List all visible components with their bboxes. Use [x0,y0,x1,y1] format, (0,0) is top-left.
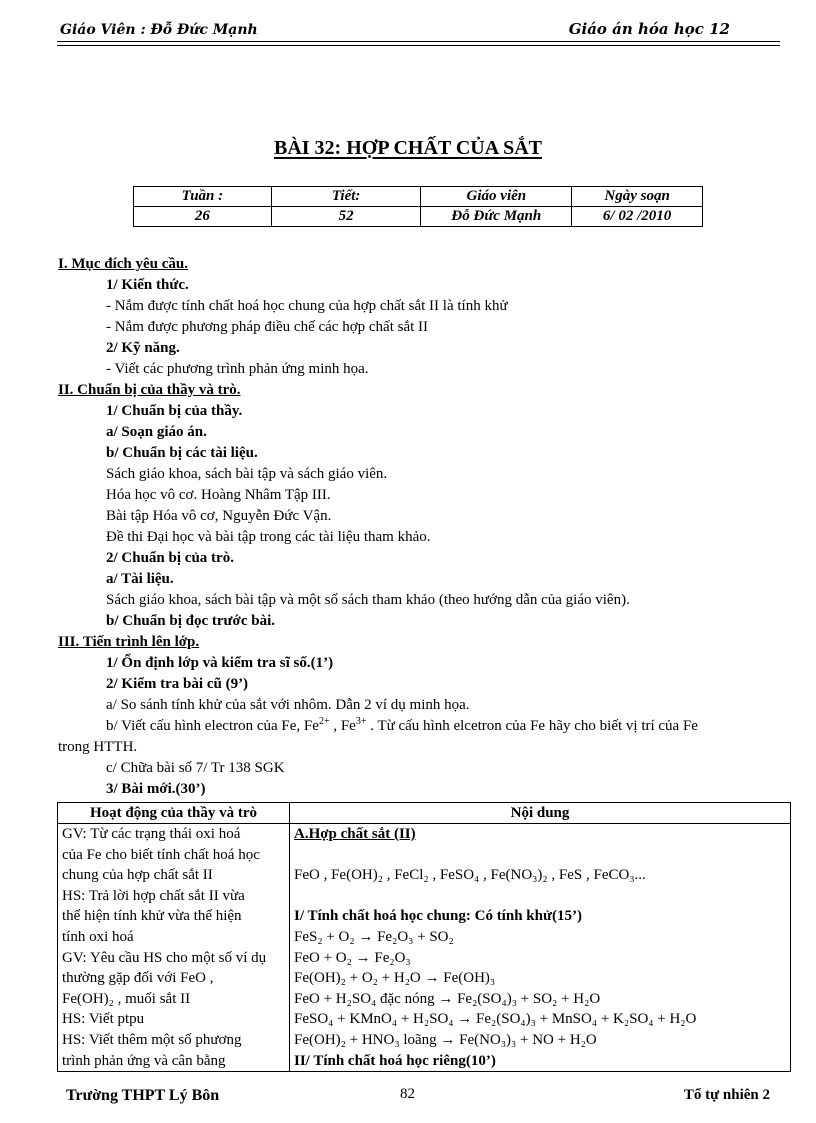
compound-list: FeO , Fe(OH)₂ , FeCl₂ , FeSO₄ , Fe(NO₃)₂ , FeS , FeCO₃... [294,867,646,884]
equation: FeO + O₂ → Fe₂O₃ [294,949,411,966]
activity-header-left: Hoạt động của thầy và trò [58,803,290,824]
procedure-step: 2/ Kiểm tra bài cũ (9’) [106,676,249,692]
content-heading-i: I/ Tính chất hoá học chung: Có tính khử(15’) [294,908,582,925]
activity-line: của Fe cho biết tính chất hoá học [62,846,260,863]
review-question-continued: trong HTTH. [58,739,138,755]
info-value-teacher: Đỗ Đức Mạnh [421,207,572,227]
review-question: b/ Viết cấu hình electron của Fe, $Fe^{2+}$ , $Fe^{3+}$ . Từ cấu hình elcetron của Fe hãy cho biết vị trí của Fe [106,716,698,734]
knowledge-item: - Nắm được phương pháp điều chế các hợp chất sắt II [106,319,429,335]
content-spacer [294,886,786,907]
material-item: Hóa học vô cơ. Hoàng Nhâm Tập III. [106,487,331,503]
info-header-week: Tuần : [134,187,272,207]
activity-line: HS: Viết ptpu [62,1011,145,1028]
activity-line: GV: Từ các trạng thái oxi hoá [62,826,241,842]
header-divider [57,41,780,42]
material-item: Sách giáo khoa, sách bài tập và sách giáo viên. [106,466,388,482]
activity-line: HS: Viết thêm một số phương [62,1031,242,1048]
activity-right-cell [290,824,791,1072]
info-value-date: 6/ 02 /2010 [572,207,703,227]
info-value-period: 52 [271,207,421,227]
activity-line: thường gặp đối với FeO , [62,970,214,987]
activity-line: tính oxi hoá [62,928,134,945]
section-procedure: III. Tiến trình lên lớp. [58,634,200,650]
equation: FeO + H₂SO₄ đặc nóng → Fe₂(SO₄)₃ + SO₂ + H₂O [294,990,601,1007]
footer-page-number: 82 [400,1086,415,1102]
prep-item: a/ Tài liệu. [106,571,174,587]
equation: Fe(OH)₂ + HNO₃ loãng → Fe(NO₃)₃ + NO + H₂O [294,1031,597,1048]
subsection-student-prep: 2/ Chuẩn bị của trò. [106,550,234,566]
material-item: Bài tập Hóa vô cơ, Nguyễn Đức Vận. [106,508,332,524]
prep-item: b/ Chuẩn bị đọc trước bài. [106,613,276,629]
activity-line: chung của hợp chất sắt II [62,867,213,884]
activity-table [57,802,791,1072]
page-title: BÀI 32: HỢP CHẤT CỦA SẮT [273,137,542,159]
review-question: c/ Chữa bài số 7/ Tr 138 SGK [106,760,285,776]
subsection-knowledge: 1/ Kiến thức. [106,277,189,293]
activity-header-right: Nội dung [290,803,791,824]
subsection-teacher-prep: 1/ Chuẩn bị của thầy. [106,403,243,419]
content-heading-a: A.Hợp chất sắt (II) [294,826,416,842]
info-value-week: 26 [134,207,272,227]
activity-line: thể hiện tính khử vừa thể hiện [62,908,242,925]
procedure-step: 1/ Ổn định lớp và kiểm tra sĩ số.(1’) [106,655,334,671]
subsection-skill: 2/ Kỹ năng. [106,340,180,356]
prep-item: a/ Soạn giáo án. [106,424,207,440]
skill-item: - Viết các phương trình phản ứng minh họa. [106,361,369,377]
knowledge-item: - Nắm được tính chất hoá học chung của hợp chất sắt II là tính khử [106,298,508,314]
info-table [133,186,703,227]
info-header-teacher: Giáo viên [421,187,572,207]
footer-group: Tổ tự nhiên 2 [683,1087,770,1103]
activity-line: trình phản ứng và cân bằng [62,1052,226,1069]
section-preparation: II. Chuẩn bị của thầy và trò. [58,382,241,398]
section-objectives: I. Mục đích yêu cầu. [58,256,189,272]
info-header-date: Ngày soạn [572,187,703,207]
content-spacer [294,845,786,866]
activity-line: HS: Trả lời hợp chất sắt II vừa [62,887,245,904]
material-item: Sách giáo khoa, sách bài tập và một số sách tham khảo (theo hướng dẫn của giáo viên). [106,592,630,608]
info-table-value-row [134,207,703,227]
header-divider-double [57,45,780,46]
info-header-period: Tiết: [271,187,421,207]
material-item: Đề thi Đại học và bài tập trong các tài liệu tham khảo. [106,529,431,545]
content-heading-ii: II/ Tính chất hoá học riêng(10’) [294,1052,496,1069]
equation: Fe(OH)₂ + O₂ + H₂O → Fe(OH)₃ [294,970,496,987]
procedure-step: 3/ Bài mới.(30’) [106,781,206,797]
activity-line: GV: Yêu cầu HS cho một số ví dụ [62,949,267,966]
footer-school: Trường THPT Lý Bôn [66,1087,220,1104]
header-subject: Giáo án hóa học 12 [568,20,730,38]
lesson-body [58,254,773,800]
activity-table-header [58,803,791,824]
activity-table-row [58,824,791,1072]
equation: FeS₂ + O₂ → Fe₂O₃ + SO₂ [294,928,454,945]
prep-item: b/ Chuẩn bị các tài liệu. [106,445,258,461]
header-teacher: Giáo Viên : Đỗ Đức Mạnh [60,22,258,38]
info-table-header-row [134,187,703,207]
activity-left-cell [58,824,290,1072]
review-question: a/ So sánh tính khử của sắt với nhôm. Dẫn 2 ví dụ minh họa. [106,697,470,713]
activity-line: Fe(OH)₂ , muối sắt II [62,990,191,1007]
equation: FeSO₄ + KMnO₄ + H₂SO₄ → Fe₂(SO₄)₃ + MnSO₄ + K₂SO₄ + H₂O [294,1011,697,1028]
